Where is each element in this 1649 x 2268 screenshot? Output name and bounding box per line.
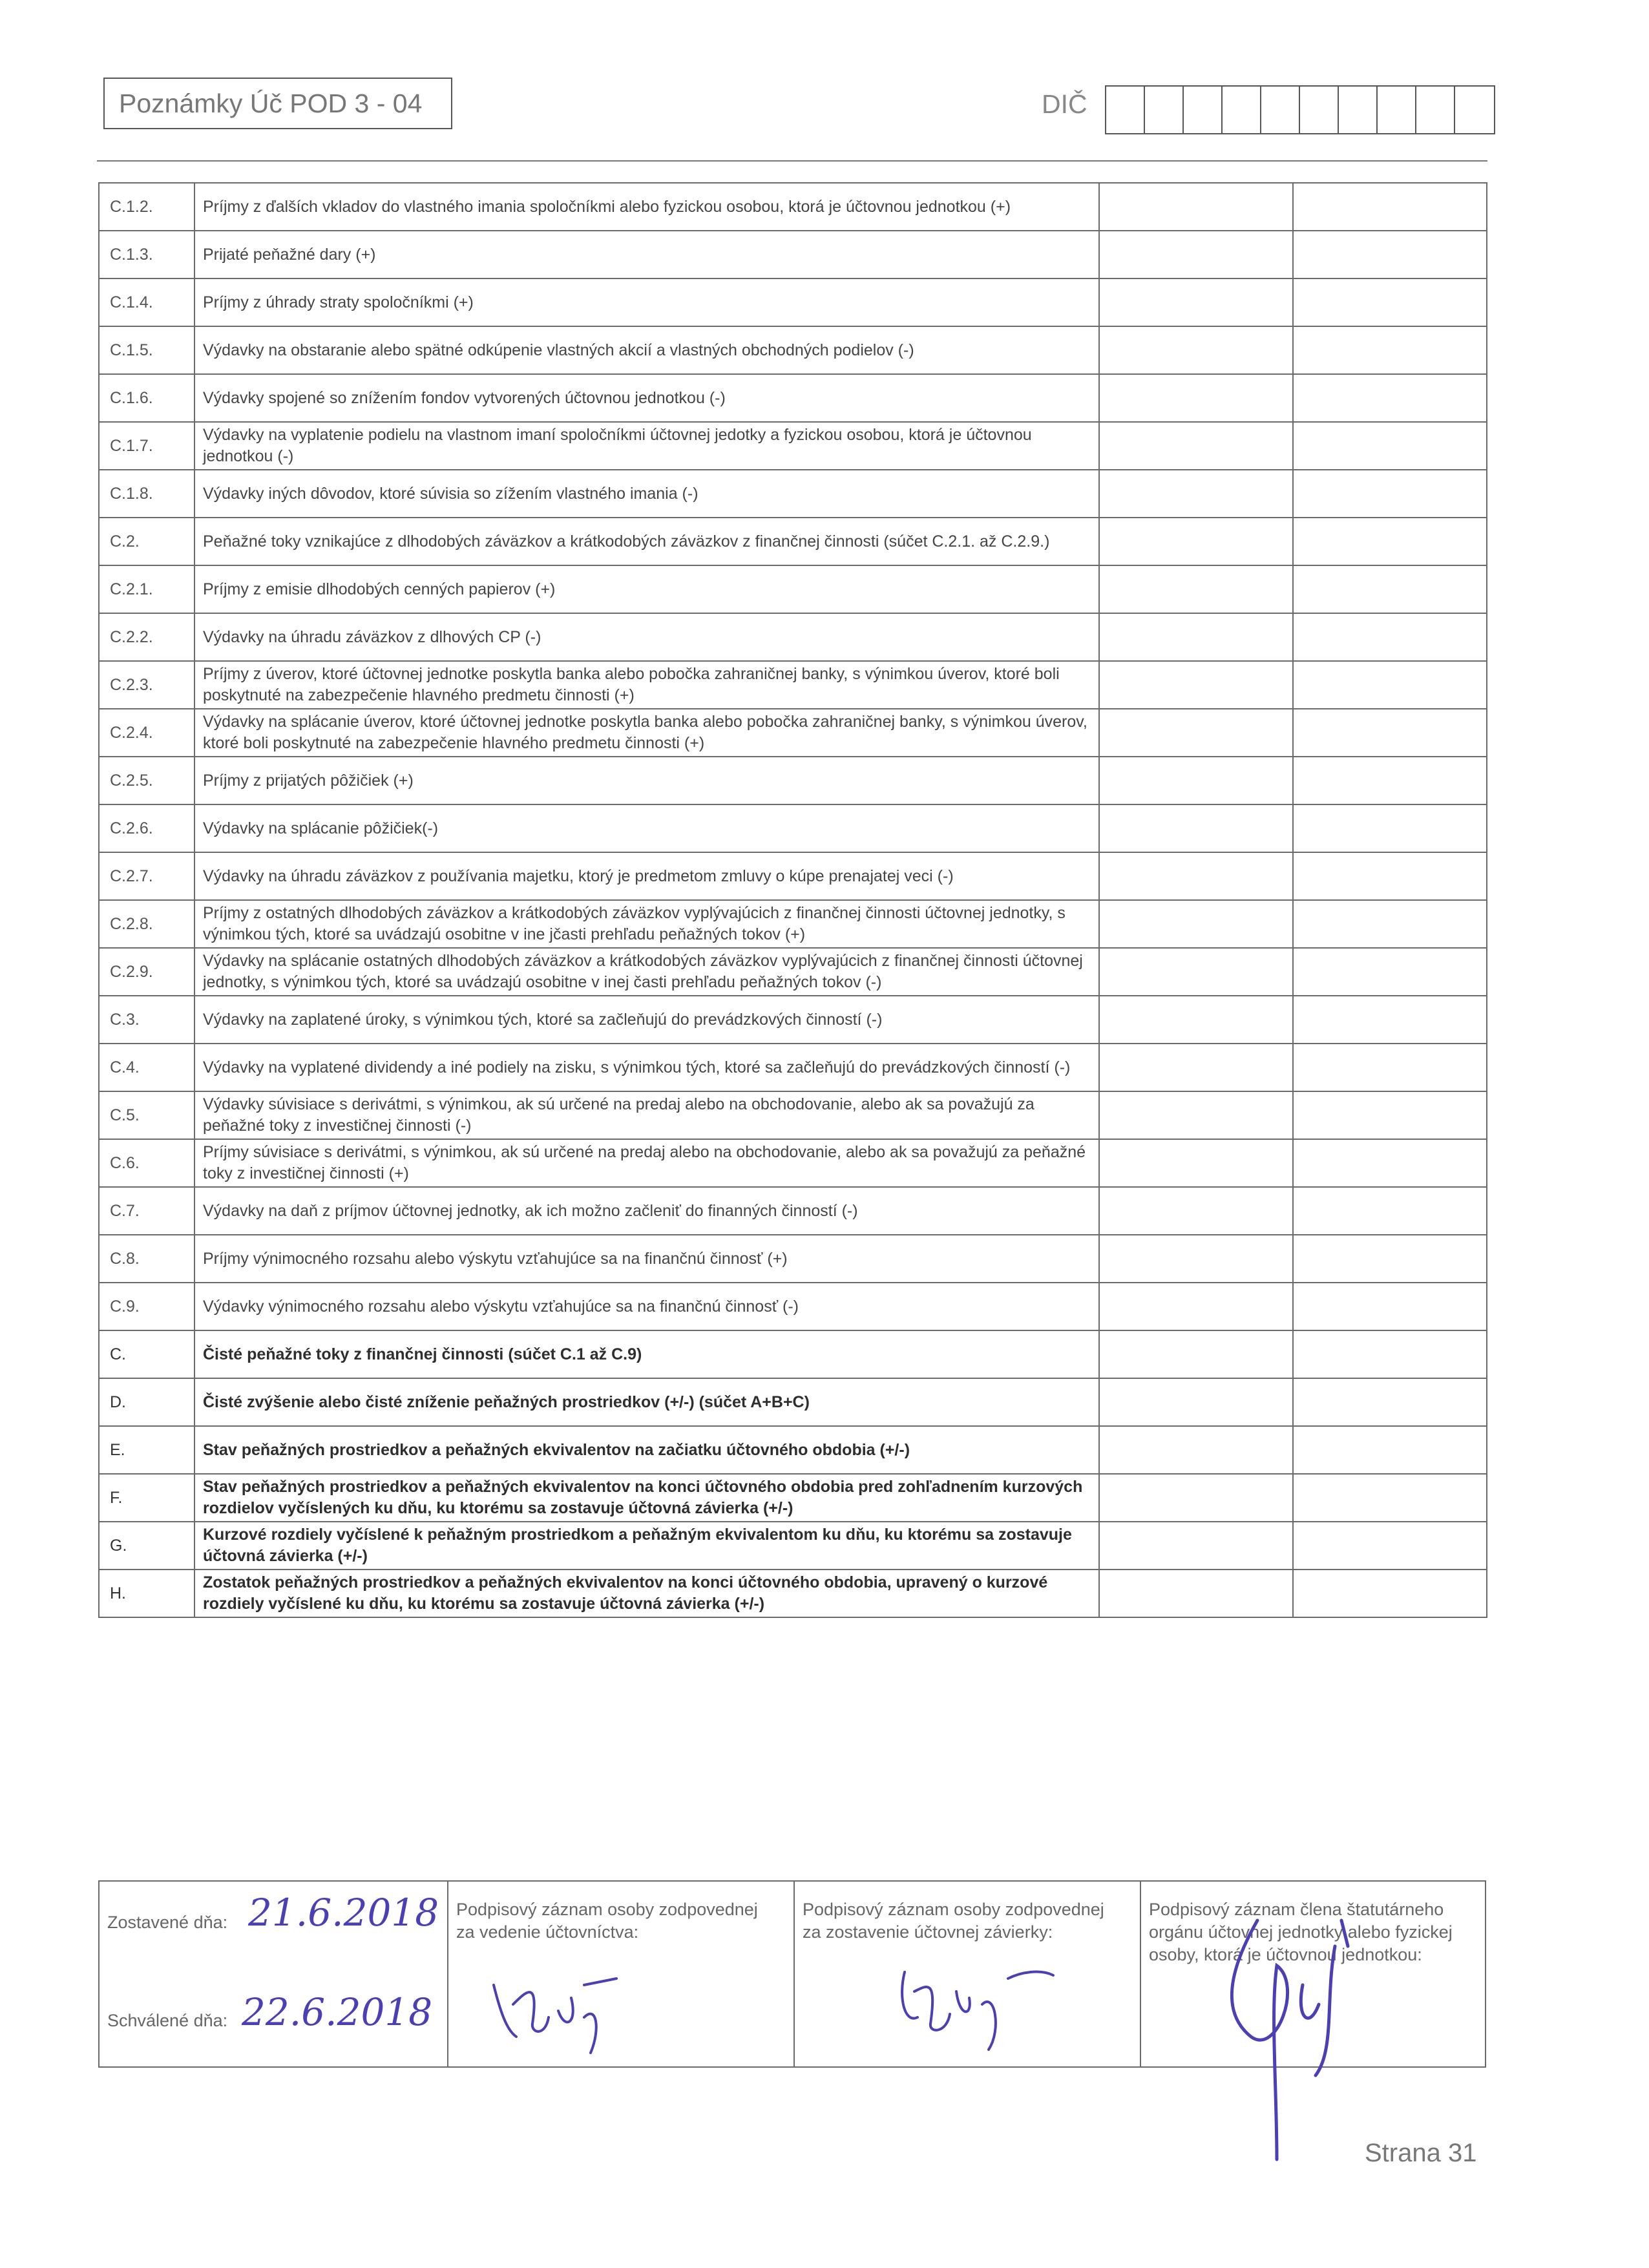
row-code: C.1.4. xyxy=(99,278,194,326)
statements-signature-label: Podpisový záznam osoby zodpovednej za zostavenie účtovnej závierky: xyxy=(803,1900,1104,1942)
dic-digit-box[interactable] xyxy=(1455,87,1494,133)
current-period-value-cell[interactable] xyxy=(1099,757,1293,804)
table-row xyxy=(99,948,1487,996)
current-period-value-cell[interactable] xyxy=(1099,709,1293,757)
current-period-value-cell[interactable] xyxy=(1099,1474,1293,1522)
row-description: Výdavky spojené so znížením fondov vytvorených účtovnou jednotkou (-) xyxy=(194,374,1099,422)
prior-period-value-cell[interactable] xyxy=(1293,278,1487,326)
prior-period-value-cell[interactable] xyxy=(1293,231,1487,278)
prior-period-value-cell[interactable] xyxy=(1293,900,1487,948)
dic-digit-box[interactable] xyxy=(1106,87,1145,133)
row-code: C. xyxy=(99,1330,194,1378)
statements-signature xyxy=(892,1953,1060,2056)
current-period-value-cell[interactable] xyxy=(1099,470,1293,518)
row-description: Výdavky na úhradu záväzkov z používania majetku, ktorý je predmetom zmluvy o kúpe prenajatej veci (-) xyxy=(194,852,1099,900)
row-code: C.8. xyxy=(99,1235,194,1283)
dic-digit-box[interactable] xyxy=(1145,87,1184,133)
page-number: Strana 31 xyxy=(1365,2139,1477,2167)
prior-period-value-cell[interactable] xyxy=(1293,1330,1487,1378)
row-description: Čisté zvýšenie alebo čisté zníženie peňažných prostriedkov (+/-) (súčet A+B+C) xyxy=(194,1378,1099,1426)
table-row xyxy=(99,852,1487,900)
table-row xyxy=(99,374,1487,422)
row-description: Kurzové rozdiely vyčíslené k peňažným prostriedkom a peňažným ekvivalentom ku dňu, ku ktorému sa zostavuje účtovná závierka (+/-) xyxy=(194,1522,1099,1570)
table-row xyxy=(99,709,1487,757)
row-code: D. xyxy=(99,1378,194,1426)
current-period-value-cell[interactable] xyxy=(1099,1522,1293,1570)
row-code: C.1.3. xyxy=(99,231,194,278)
current-period-value-cell[interactable] xyxy=(1099,518,1293,565)
prior-period-value-cell[interactable] xyxy=(1293,1235,1487,1283)
current-period-value-cell[interactable] xyxy=(1099,326,1293,374)
table-row xyxy=(99,422,1487,470)
row-code: C.5. xyxy=(99,1091,194,1139)
table-row xyxy=(99,565,1487,613)
current-period-value-cell[interactable] xyxy=(1099,1235,1293,1283)
current-period-value-cell[interactable] xyxy=(1099,1330,1293,1378)
prior-period-value-cell[interactable] xyxy=(1293,1474,1487,1522)
current-period-value-cell[interactable] xyxy=(1099,996,1293,1044)
dic-digit-box[interactable] xyxy=(1300,87,1339,133)
row-code: C.1.2. xyxy=(99,183,194,231)
row-description: Výdavky na splácanie úverov, ktoré účtovnej jednotke poskytla banka alebo pobočka zahraničnej banky, s výnimkou úverov, ktoré boli poskytnuté na zabezpečenie hlavného predmetu činnosti (+) xyxy=(194,709,1099,757)
row-description: Výdavky na obstaranie alebo spätné odkúpenie vlastných akcií a vlastných obchodných podielov (-) xyxy=(194,326,1099,374)
approved-date-value: 22.6.2018 xyxy=(242,1990,433,2034)
row-description: Príjmy súvisiace s derivátmi, s výnimkou, ak sú určené na predaj alebo na obchodovanie, alebo ak sa považujú za peňažné toky z investičnej činnosti (+) xyxy=(194,1139,1099,1187)
row-description: Príjmy z ďalších vkladov do vlastného imania spoločníkmi alebo fyzickou osobou, ktorá je účtovnou jednotkou (+) xyxy=(194,183,1099,231)
row-description: Príjmy z prijatých pôžičiek (+) xyxy=(194,757,1099,804)
row-code: C.9. xyxy=(99,1283,194,1330)
compiled-date-label: Zostavené dňa: xyxy=(107,1913,228,1932)
table-row xyxy=(99,278,1487,326)
row-code: C.2.2. xyxy=(99,613,194,661)
accounting-signature-cell xyxy=(448,1882,795,2066)
table-row xyxy=(99,661,1487,709)
row-description: Príjmy z ostatných dlhodobých záväzkov a krátkodobých záväzkov vyplývajúcich z finančnej činnosti účtovnej jednotky, s výnimkou tých, ktoré sa uvádzajú osobitne v ine jčasti prehľadu peňažných tokov (+) xyxy=(194,900,1099,948)
table-row xyxy=(99,518,1487,565)
table-row xyxy=(99,1570,1487,1617)
prior-period-value-cell[interactable] xyxy=(1293,326,1487,374)
table-row xyxy=(99,1044,1487,1091)
prior-period-value-cell[interactable] xyxy=(1293,565,1487,613)
table-row xyxy=(99,996,1487,1044)
row-description: Čisté peňažné toky z finančnej činnosti (súčet C.1 až C.9) xyxy=(194,1330,1099,1378)
table-row xyxy=(99,1235,1487,1283)
prior-period-value-cell[interactable] xyxy=(1293,709,1487,757)
table-row xyxy=(99,1522,1487,1570)
prior-period-value-cell[interactable] xyxy=(1293,1283,1487,1330)
current-period-value-cell[interactable] xyxy=(1099,1187,1293,1235)
row-description: Príjmy z úhrady straty spoločníkmi (+) xyxy=(194,278,1099,326)
row-code: C.7. xyxy=(99,1187,194,1235)
dic-label: DIČ xyxy=(1042,89,1087,119)
row-code: G. xyxy=(99,1522,194,1570)
row-description: Výdavky na splácanie ostatných dlhodobých záväzkov a krátkodobých záväzkov vyplývajúcich z finančnej činnosti účtovnej jednotky, s výnimkou tých, ktoré sa uvádzajú osobitne v inej časti prehľadu peňažných tokov (-) xyxy=(194,948,1099,996)
prior-period-value-cell[interactable] xyxy=(1293,1378,1487,1426)
statutory-signature xyxy=(1180,1907,1387,2166)
table-row xyxy=(99,1474,1487,1522)
row-code: C.2.7. xyxy=(99,852,194,900)
table-row xyxy=(99,231,1487,278)
row-description: Peňažné toky vznikajúce z dlhodobých záväzkov a krátkodobých záväzkov z finančnej činnosti (súčet C.2.1. až C.2.9.) xyxy=(194,518,1099,565)
table-row xyxy=(99,326,1487,374)
row-description: Výdavky súvisiace s derivátmi, s výnimkou, ak sú určené na predaj alebo na obchodovanie, alebo ak sa považujú za peňažné toky z investičnej činnosti (-) xyxy=(194,1091,1099,1139)
statements-signature-cell xyxy=(795,1882,1141,2066)
table-row xyxy=(99,1091,1487,1139)
current-period-value-cell[interactable] xyxy=(1099,1570,1293,1617)
dic-digit-box[interactable] xyxy=(1261,87,1300,133)
approved-date-label: Schválené dňa: xyxy=(107,2011,228,2030)
current-period-value-cell[interactable] xyxy=(1099,852,1293,900)
table-row xyxy=(99,1378,1487,1426)
table-row xyxy=(99,470,1487,518)
accounting-signature xyxy=(487,1959,629,2056)
prior-period-value-cell[interactable] xyxy=(1293,613,1487,661)
current-period-value-cell[interactable] xyxy=(1099,231,1293,278)
current-period-value-cell[interactable] xyxy=(1099,565,1293,613)
prior-period-value-cell[interactable] xyxy=(1293,852,1487,900)
table-row xyxy=(99,1330,1487,1378)
prior-period-value-cell[interactable] xyxy=(1293,470,1487,518)
prior-period-value-cell[interactable] xyxy=(1293,183,1487,231)
prior-period-value-cell[interactable] xyxy=(1293,1139,1487,1187)
current-period-value-cell[interactable] xyxy=(1099,278,1293,326)
current-period-value-cell[interactable] xyxy=(1099,948,1293,996)
current-period-value-cell[interactable] xyxy=(1099,1091,1293,1139)
statutory-signature-label: Podpisový záznam člena štatutárneho orgánu účtovnej jednotky alebo fyzickej osoby, ktorá je účtovnou jednotkou: xyxy=(1149,1900,1453,1964)
table-row xyxy=(99,757,1487,804)
row-description: Výdavky iných dôvodov, ktoré súvisia so zížením vlastného imania (-) xyxy=(194,470,1099,518)
current-period-value-cell[interactable] xyxy=(1099,804,1293,852)
row-code: C.2. xyxy=(99,518,194,565)
prior-period-value-cell[interactable] xyxy=(1293,1044,1487,1091)
prior-period-value-cell[interactable] xyxy=(1293,1091,1487,1139)
current-period-value-cell[interactable] xyxy=(1099,1426,1293,1474)
table-row xyxy=(99,900,1487,948)
dates-cell xyxy=(100,1882,448,2066)
row-description: Výdavky na vyplatenie podielu na vlastnom imaní spoločníkmi účtovnej jedotky a fyzickou osobou, ktorá je účtovnou jednotkou (-) xyxy=(194,422,1099,470)
row-description: Výdavky na vyplatené dividendy a iné podiely na zisku, s výnimkou tých, ktoré sa začleňujú do prevádzkových činností (-) xyxy=(194,1044,1099,1091)
table-row xyxy=(99,1187,1487,1235)
row-code: C.2.4. xyxy=(99,709,194,757)
row-code: C.2.9. xyxy=(99,948,194,996)
cash-flow-table xyxy=(98,182,1487,1618)
row-code: C.1.8. xyxy=(99,470,194,518)
row-code: C.2.1. xyxy=(99,565,194,613)
dic-digit-box[interactable] xyxy=(1223,87,1261,133)
row-description: Zostatok peňažných prostriedkov a peňažných ekvivalentov na konci účtovného obdobia, upravený o kurzové rozdiely vyčíslené ku dňu, ku ktorému sa zostavuje účtovná závierka (+/-) xyxy=(194,1570,1099,1617)
current-period-value-cell[interactable] xyxy=(1099,1139,1293,1187)
prior-period-value-cell[interactable] xyxy=(1293,518,1487,565)
row-code: C.1.5. xyxy=(99,326,194,374)
row-description: Výdavky výnimocného rozsahu alebo výskytu vzťahujúce sa na finančnú činnosť (-) xyxy=(194,1283,1099,1330)
row-code: C.3. xyxy=(99,996,194,1044)
current-period-value-cell[interactable] xyxy=(1099,1044,1293,1091)
prior-period-value-cell[interactable] xyxy=(1293,757,1487,804)
prior-period-value-cell[interactable] xyxy=(1293,804,1487,852)
dic-input-boxes[interactable] xyxy=(1105,85,1495,134)
table-row xyxy=(99,613,1487,661)
table-row xyxy=(99,1139,1487,1187)
prior-period-value-cell[interactable] xyxy=(1293,1187,1487,1235)
row-code: F. xyxy=(99,1474,194,1522)
dic-digit-box[interactable] xyxy=(1184,87,1223,133)
table-row xyxy=(99,1426,1487,1474)
row-description: Stav peňažných prostriedkov a peňažných ekvivalentov na začiatku účtovného obdobia (+/-) xyxy=(194,1426,1099,1474)
row-code: C.2.8. xyxy=(99,900,194,948)
row-code: C.1.7. xyxy=(99,422,194,470)
row-code: H. xyxy=(99,1570,194,1617)
current-period-value-cell[interactable] xyxy=(1099,613,1293,661)
current-period-value-cell[interactable] xyxy=(1099,422,1293,470)
row-code: C.2.3. xyxy=(99,661,194,709)
current-period-value-cell[interactable] xyxy=(1099,374,1293,422)
current-period-value-cell[interactable] xyxy=(1099,1283,1293,1330)
current-period-value-cell[interactable] xyxy=(1099,183,1293,231)
prior-period-value-cell[interactable] xyxy=(1293,1570,1487,1617)
dic-digit-box[interactable] xyxy=(1416,87,1455,133)
row-code: C.4. xyxy=(99,1044,194,1091)
signature-section xyxy=(98,1880,1486,2068)
row-description: Príjmy z úverov, ktoré účtovnej jednotke poskytla banka alebo pobočka zahraničnej banky, s výnimkou úverov, ktoré boli poskytnuté na zabezpečenie hlavného predmetu činnosti (+) xyxy=(194,661,1099,709)
row-description: Výdavky na úhradu záväzkov z dlhových CP (-) xyxy=(194,613,1099,661)
table-row xyxy=(99,183,1487,231)
row-code: E. xyxy=(99,1426,194,1474)
prior-period-value-cell[interactable] xyxy=(1293,996,1487,1044)
prior-period-value-cell[interactable] xyxy=(1293,661,1487,709)
current-period-value-cell[interactable] xyxy=(1099,661,1293,709)
table-row xyxy=(99,804,1487,852)
row-description: Výdavky na zaplatené úroky, s výnimkou tých, ktoré sa začleňujú do prevádzkových činností (-) xyxy=(194,996,1099,1044)
current-period-value-cell[interactable] xyxy=(1099,1378,1293,1426)
form-title: Poznámky Úč POD 3 - 04 xyxy=(103,78,452,129)
prior-period-value-cell[interactable] xyxy=(1293,1522,1487,1570)
row-description: Príjmy z emisie dlhodobých cenných papierov (+) xyxy=(194,565,1099,613)
dic-digit-box[interactable] xyxy=(1378,87,1416,133)
prior-period-value-cell[interactable] xyxy=(1293,948,1487,996)
row-code: C.6. xyxy=(99,1139,194,1187)
row-description: Výdavky na daň z príjmov účtovnej jednotky, ak ich možno začleniť do finanných činností (-) xyxy=(194,1187,1099,1235)
row-description: Stav peňažných prostriedkov a peňažných ekvivalentov na konci účtovného obdobia pred zohľadnením kurzových rozdielov vyčíslených ku dňu, ku ktorému sa zostavuje účtovná závierka (+/-) xyxy=(194,1474,1099,1522)
row-description: Príjmy výnimocného rozsahu alebo výskytu vzťahujúce sa na finančnú činnosť (+) xyxy=(194,1235,1099,1283)
accounting-signature-label: Podpisový záznam osoby zodpovednej za vedenie účtovníctva: xyxy=(456,1900,758,1942)
statutory-signature-cell xyxy=(1141,1882,1485,2066)
row-code: C.1.6. xyxy=(99,374,194,422)
row-code: C.2.6. xyxy=(99,804,194,852)
table-row xyxy=(99,1283,1487,1330)
dic-digit-box[interactable] xyxy=(1339,87,1378,133)
row-code: C.2.5. xyxy=(99,757,194,804)
prior-period-value-cell[interactable] xyxy=(1293,422,1487,470)
prior-period-value-cell[interactable] xyxy=(1293,1426,1487,1474)
row-description: Prijaté peňažné dary (+) xyxy=(194,231,1099,278)
current-period-value-cell[interactable] xyxy=(1099,900,1293,948)
compiled-date-value: 21.6.2018 xyxy=(248,1891,439,1935)
row-description: Výdavky na splácanie pôžičiek(-) xyxy=(194,804,1099,852)
prior-period-value-cell[interactable] xyxy=(1293,374,1487,422)
header-divider xyxy=(97,160,1487,162)
